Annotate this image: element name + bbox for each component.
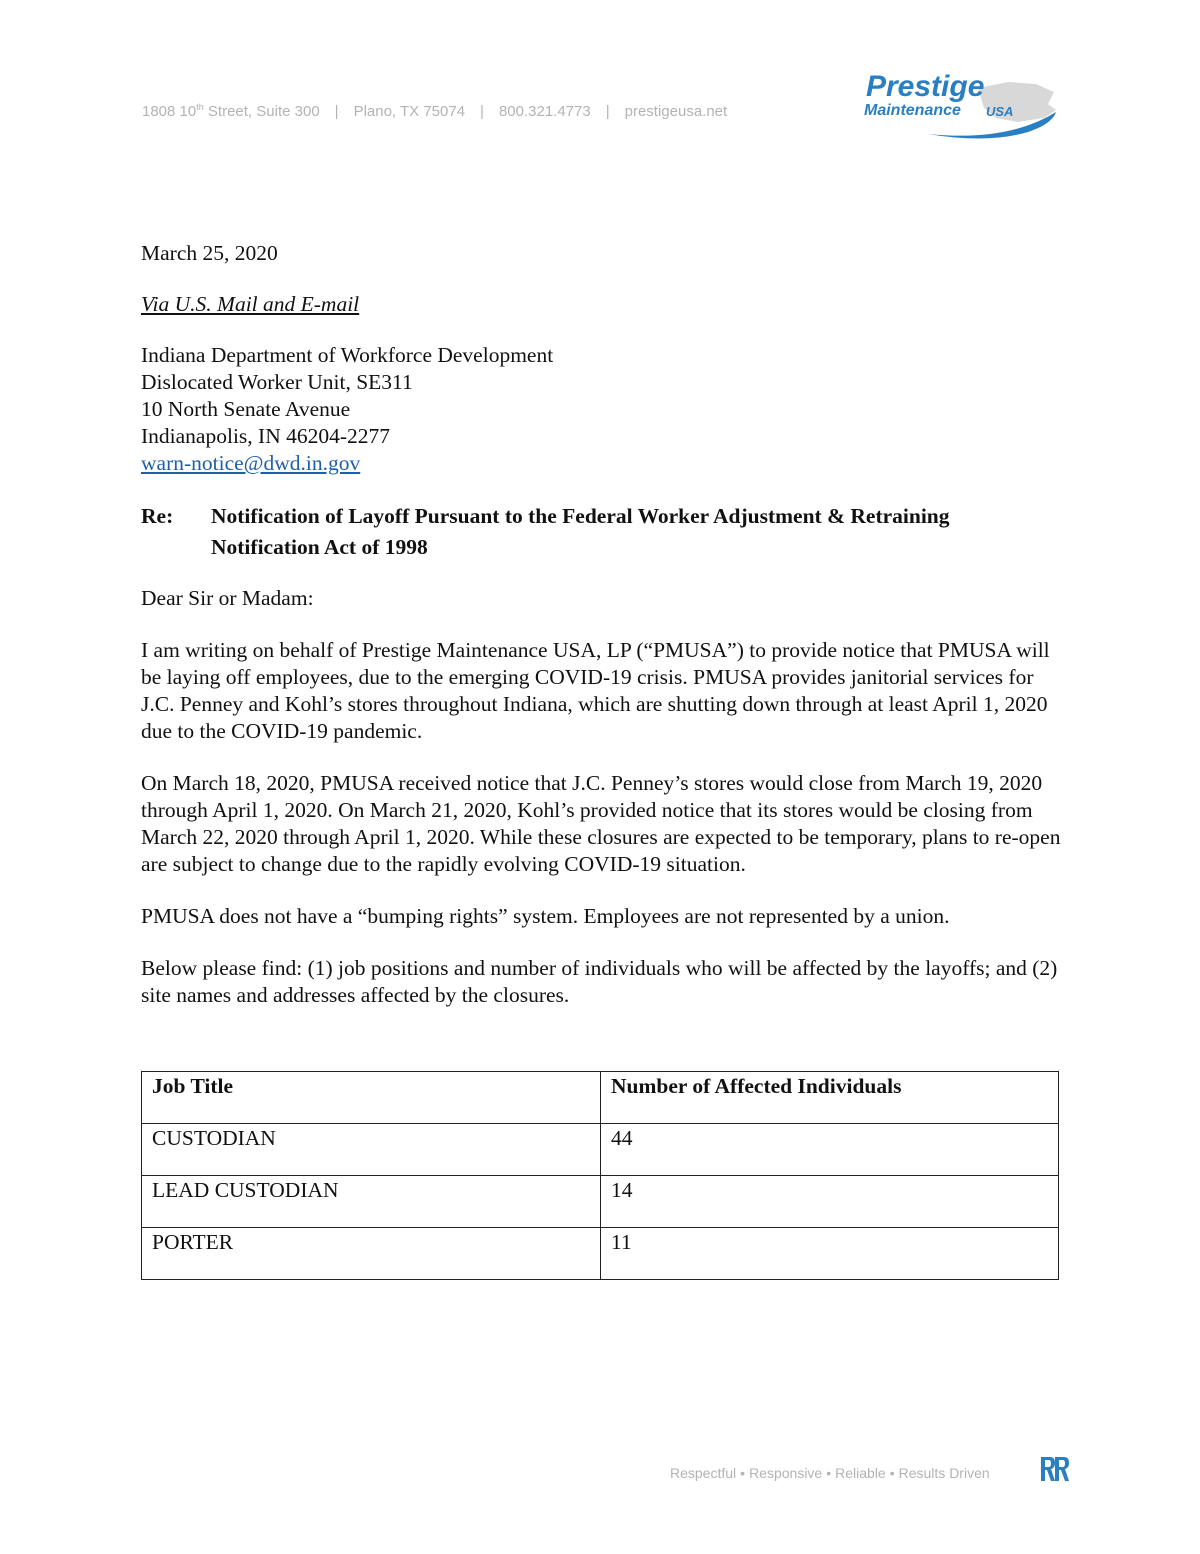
recipient-line: Dislocated Worker Unit, SE311: [141, 370, 413, 394]
table-header-row: [142, 1072, 1059, 1124]
subject-label: Re:: [141, 504, 174, 528]
affected-count-cell: 11: [601, 1228, 1059, 1280]
bullet-separator: •: [889, 1465, 895, 1481]
letter-body: [141, 240, 1061, 1034]
column-header-affected-count: Number of Affected Individuals: [601, 1072, 1059, 1124]
table-row: [142, 1228, 1059, 1280]
body-paragraph: Below please find: (1) job positions and number of individuals who will be affected by the layoffs; and (2) site names and addresses affected by the closures.: [141, 956, 1058, 1007]
tagline-word: Reliable: [835, 1465, 886, 1481]
header-contact-line: [142, 102, 727, 120]
table-row: [142, 1124, 1059, 1176]
logo-usa-text: USA: [986, 104, 1014, 119]
header-phone: 800.321.4773: [498, 103, 591, 120]
job-title-cell: CUSTODIAN: [142, 1124, 601, 1176]
table-row: [142, 1176, 1059, 1228]
body-paragraph: On March 18, 2020, PMUSA received notice that J.C. Penney’s stores would close from March 19, 2020 through April 1, 2020. On March 21, 2020, Kohl’s provided notice that its stores would be closing from March 22, 2020 through April 1, 2020. While these closures are expected to be temporary, plans to re-open are subject to change due to the rapidly evolving COVID-19 situation.: [141, 771, 1061, 876]
subject-line: [141, 501, 1061, 563]
body-paragraph: I am writing on behalf of Prestige Maintenance USA, LP (“PMUSA”) to provide notice that PMUSA will be laying off employees, due to the emerging COVID-19 crisis. PMUSA provides janitorial services for J.C. Penney and Kohl’s stores throughout Indiana, which are shutting down through at least April 1, 2020 due to the COVID-19 pandemic.: [141, 638, 1050, 743]
footer-tagline: [670, 1465, 990, 1481]
salutation: Dear Sir or Madam:: [141, 586, 314, 610]
tagline-word: Results Driven: [898, 1465, 990, 1481]
header-separator: |: [605, 103, 610, 120]
recipient-line: Indiana Department of Workforce Development: [141, 343, 554, 367]
bullet-separator: •: [740, 1465, 746, 1481]
body-paragraph: PMUSA does not have a “bumping rights” system. Employees are not represented by a union.: [141, 904, 950, 928]
prestige-logo: [858, 68, 1068, 148]
recipient-email-link[interactable]: warn-notice@dwd.in.gov: [141, 451, 361, 475]
letter-date: March 25, 2020: [141, 241, 278, 265]
affected-individuals-table: [141, 1071, 1059, 1280]
bullet-separator: •: [826, 1465, 832, 1481]
header-separator: |: [480, 103, 484, 120]
recipient-line: 10 North Senate Avenue: [141, 397, 351, 421]
affected-count-cell: 14: [601, 1176, 1059, 1228]
logo-sub-text: Maintenance: [864, 102, 961, 119]
subject-text: Notification of Layoff Pursuant to the Federal Worker Adjustment & Retraining Notification Act of 1998: [211, 504, 950, 559]
column-header-job-title: Job Title: [142, 1072, 601, 1124]
job-title-cell: PORTER: [142, 1228, 601, 1280]
header-separator: |: [334, 103, 339, 120]
header-website: prestigeusa.net: [624, 103, 728, 120]
job-title-cell: LEAD CUSTODIAN: [142, 1176, 601, 1228]
recipient-line: Indianapolis, IN 46204-2277: [141, 424, 391, 448]
header-address: 1808 10th Street, Suite 300: [142, 102, 320, 120]
logo-main-text: Prestige: [866, 70, 985, 103]
header-city: Plano, TX 75074: [353, 103, 466, 120]
delivery-method: Via U.S. Mail and E-mail: [141, 292, 360, 316]
rr-logo-icon: [1040, 1456, 1070, 1482]
affected-count-cell: 44: [601, 1124, 1059, 1176]
recipient-address: [141, 342, 1061, 477]
tagline-word: Respectful: [670, 1465, 737, 1481]
tagline-word: Responsive: [749, 1465, 823, 1481]
